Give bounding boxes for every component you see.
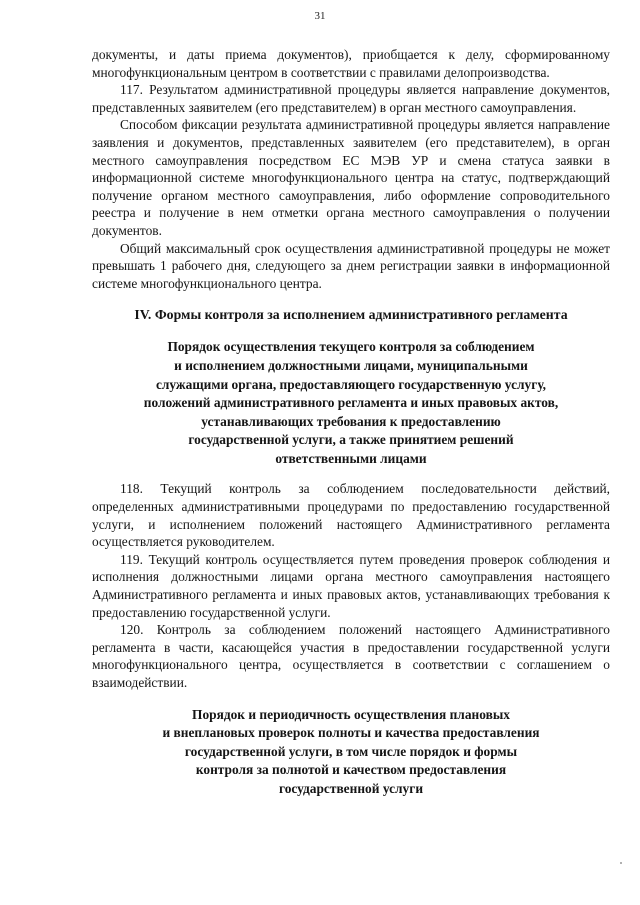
section-title: IV. Формы контроля за исполнением административного регламента — [134, 307, 568, 323]
subsection-title-line: государственной услуги, а также принятием решений — [188, 432, 514, 448]
subsection-title-line: контроля за полнотой и качеством предоставления — [195, 762, 507, 778]
page-number: 31 — [314, 10, 326, 22]
paragraph-119: 119. Текущий контроль осуществляется путем проведения проверок соблюдения и исполнения должностными лицами органа местного самоуправления настоящего Административного регламента и иных правовых актов, устанавливающих требования к предоставлению государственной услуги. — [92, 551, 610, 620]
subsection-title-line: служащими органа, предоставляющего государственную услугу, — [155, 376, 547, 392]
subsection-title-line: Порядок и периодичность осуществления плановых — [192, 706, 510, 722]
paragraph-120: 120. Контроль за соблюдением положений настоящего Административного регламента в части, касающейся участия в предоставлении государственной услуги многофункционального центра, осуществляется в соответствии с соглашением о взаимодействии. — [92, 622, 610, 690]
scan-speck — [620, 862, 622, 864]
subsection-title-line: ответственными лицами — [275, 450, 427, 466]
document-body — [92, 46, 610, 811]
subsection-title-line: и внеплановых проверок полноты и качества предоставления — [162, 725, 540, 741]
subsection-title-line: и исполнением должностными лицами, муниципальными — [174, 357, 528, 373]
subsection-title-line: государственной услуги — [278, 780, 424, 796]
subsection-title-line: положений административного регламента и иных правовых актов, — [143, 395, 559, 411]
paragraph-117: 117. Результатом административной процедуры является направление документов, представленных заявителем (его представителем) в орган местного самоуправления. — [92, 82, 610, 115]
subsection-title-line: государственной услуги, в том числе порядок и формы — [184, 743, 518, 759]
paragraph-max-duration: Общий максимальный срок осуществления административной процедуры не может превышать 1 рабочего дня, следующего за днем регистрации заявки в информационной системе многофункционального центра. — [92, 240, 610, 291]
paragraph-fixation-method: Способом фиксации результата административной процедуры является направление заявления и документов, представленных заявителем (его представителем), в орган местного самоуправления посредством ЕС МЭВ УР и смена статуса заявки в информационной системе многофункционального центра на статус, подтверждающий получение органом местного самоуправления, либо оформление сопроводительного реестра и получение в нем отметки органа местного самоуправления о получении документов. — [92, 117, 610, 238]
paragraph-118: 118. Текущий контроль за соблюдением последовательности действий, определенных административными процедурами по предоставлению государственной услуги, и исполнением положений настоящего Административного регламента осуществляется руководителем. — [92, 481, 610, 550]
subsection-title-inspections — [110, 706, 592, 799]
paragraph-continuation: документы, и даты приема документов), приобщается к делу, сформированному многофункциональным центром в соответствии с правилами делопроизводства. — [92, 47, 610, 80]
subsection-title-current-control — [110, 338, 592, 468]
subsection-title-line: устанавливающих требования к предоставлению — [201, 413, 501, 429]
subsection-title-line: Порядок осуществления текущего контроля за соблюдением — [167, 339, 535, 355]
